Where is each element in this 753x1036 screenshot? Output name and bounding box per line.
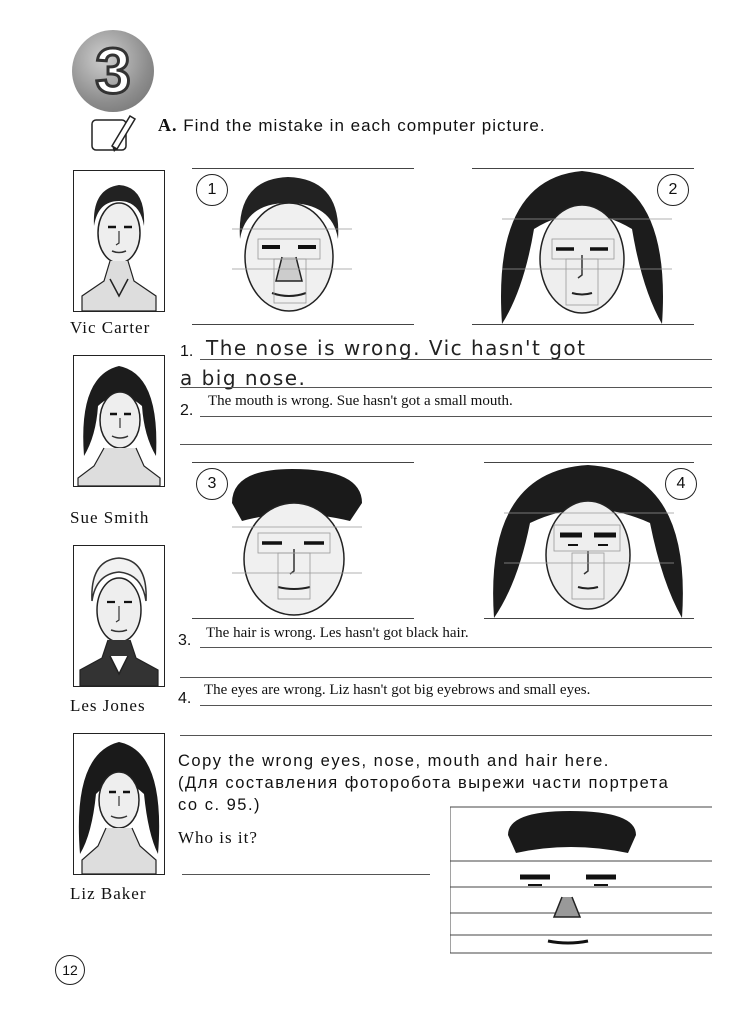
portrait-les-jones [73, 545, 165, 687]
copy-note-line-1: Copy the wrong eyes, nose, mouth and hair here. [178, 752, 610, 770]
person-name-sue: Sue Smith [70, 508, 150, 527]
picture-number-1: 1 [196, 174, 228, 206]
answer-2-writing-line-1 [200, 416, 712, 417]
answer-1-writing-line-2 [180, 387, 712, 388]
picture-number-3: 3 [196, 468, 228, 500]
task-letter: A. [158, 115, 178, 135]
portrait-vic-carter [73, 170, 165, 312]
task-instruction [158, 115, 546, 136]
portrait-liz-baker [73, 733, 165, 875]
answer-1-line-2: a big nose. [180, 366, 307, 390]
who-is-it-question: Who is it? [178, 828, 258, 847]
answer-2-number: 2. [180, 402, 194, 419]
person-name-liz: Liz Baker [70, 884, 147, 903]
page-number: 12 [55, 955, 85, 985]
answer-4-number: 4. [178, 690, 192, 707]
answer-3-writing-line-1 [200, 647, 712, 648]
unit-number: 3 [95, 35, 131, 107]
answer-2-writing-line-2 [180, 444, 712, 445]
picture-number-4: 4 [665, 468, 697, 500]
picture-number-2: 2 [657, 174, 689, 206]
answer-3-number: 3. [178, 632, 192, 649]
answer-1-writing-line-1 [200, 359, 712, 360]
answer-4-writing-line-2 [180, 735, 712, 736]
unit-number-badge [72, 30, 154, 112]
person-name-vic: Vic Carter [70, 318, 151, 337]
copy-note-line-2: (Для составления фоторобота вырежи части портрета [178, 774, 670, 792]
answer-4-text: The eyes are wrong. Liz hasn't got big eyebrows and small eyes. [204, 682, 591, 698]
answer-1-line-1: The nose is wrong. Vic hasn't got [206, 336, 587, 360]
who-is-it-answer-line [182, 874, 430, 875]
answer-3-text: The hair is wrong. Les hasn't got black hair. [206, 625, 469, 641]
answer-4-writing-line-1 [200, 705, 712, 706]
person-name-les: Les Jones [70, 696, 146, 715]
pencil-write-icon [90, 112, 140, 156]
computer-picture-4 [484, 462, 694, 619]
portrait-sue-smith [73, 355, 165, 487]
task-text: Find the mistake in each computer picture. [183, 116, 546, 135]
answer-1-number: 1. [180, 343, 194, 360]
answer-2-text: The mouth is wrong. Sue hasn't got a small mouth. [208, 393, 513, 409]
copy-note-line-3: со с. 95.) [178, 796, 262, 814]
composite-face-frame [450, 805, 712, 955]
answer-3-writing-line-2 [180, 677, 712, 678]
